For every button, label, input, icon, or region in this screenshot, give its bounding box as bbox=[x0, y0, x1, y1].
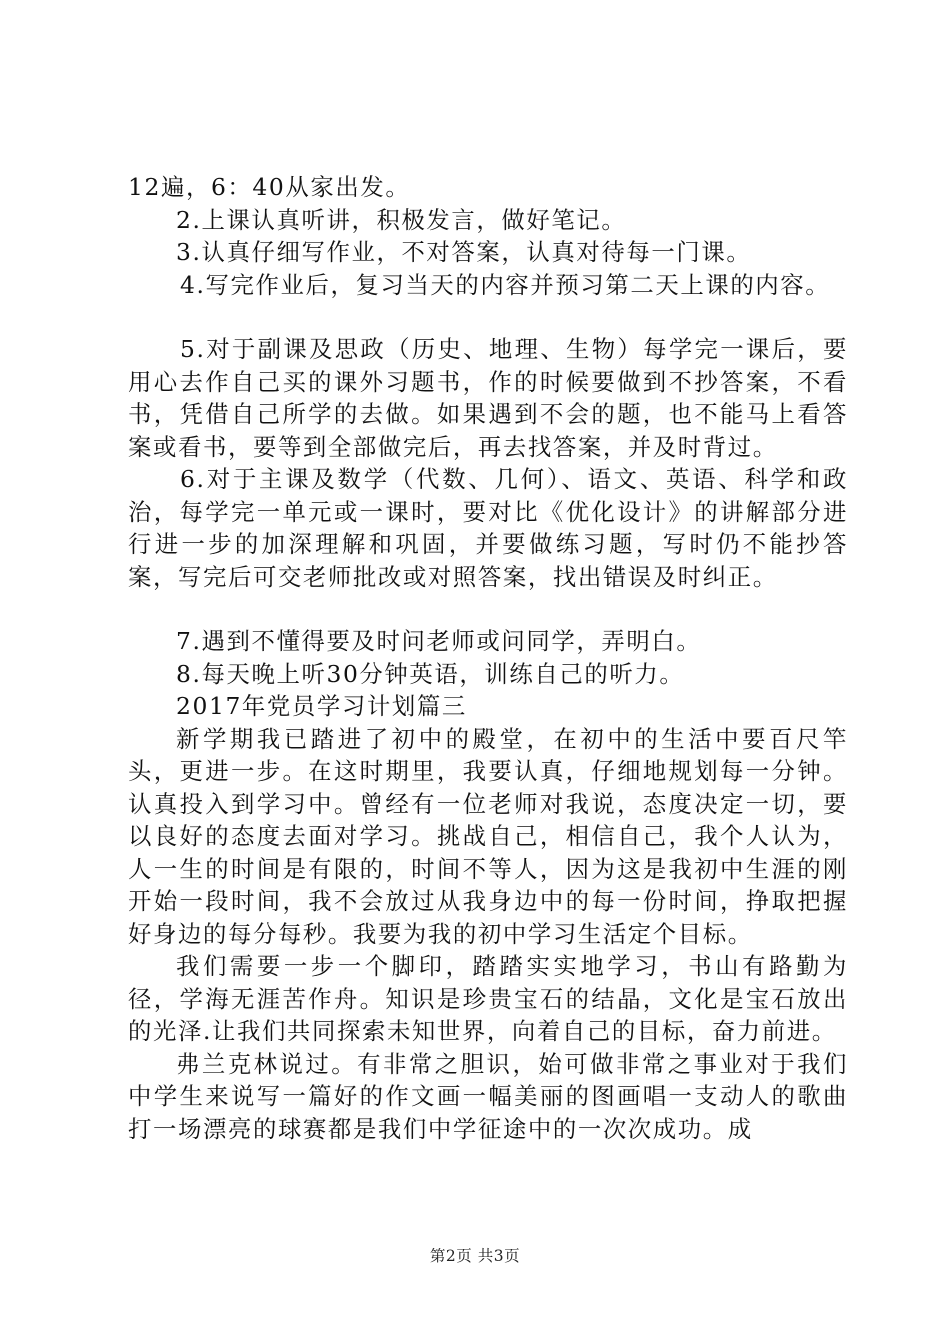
plan-item-7: 7.遇到不懂得要及时问老师或问同学，弄明白。 bbox=[176, 627, 702, 655]
body-paragraph: 弗兰克林说过。有非常之胆识，始可做非常之事业对于我们中学生来说写一篇好的作文画一幅美丽的图画唱一支动人的歌曲打一场漂亮的球赛都是我们中学征途中的一次次成功。成 bbox=[128, 1049, 848, 1143]
plan-item-6: 6.对于主课及数学（代数、几何）、语文、英语、科学和政治，每学完一单元或一课时，要对比《优化设计》的讲解部分进行进一步的加深理解和巩固，并要做练习题，写时仍不能抄答案，写完后可交老师批改或对照答案，找出错误及时纠正。 bbox=[128, 465, 848, 591]
body-paragraph: 新学期我已踏进了初中的殿堂，在初中的生活中要百尺竿头，更进一步。在这时期里，我要认真，仔细地规划每一分钟。认真投入到学习中。曾经有一位老师对我说，态度决定一切，要以良好的态度去面对学习。挑战自己，相信自己，我个人认为，人一生的时间是有限的，时间不等人，因为这是我初中生涯的刚开始一段时间，我不会放过从我身边中的每一份时间，挣取把握好身边的每分每秒。我要为我的初中学习生活定个目标。 bbox=[128, 724, 848, 948]
plan-item-4: 4.写完作业后，复习当天的内容并预习第二天上课的内容。 bbox=[180, 270, 831, 299]
section-heading: 2017年党员学习计划篇三 bbox=[176, 692, 467, 720]
body-paragraph: 我们需要一步一个脚印，踏踏实实地学习，书山有路勤为径，学海无涯苦作舟。知识是珍贵宝石的结晶，文化是宝石放出的光泽.让我们共同探索未知世界，向着自己的目标，奋力前进。 bbox=[128, 952, 848, 1045]
paragraph-continuation: 12遍，6：40从家出发。 bbox=[128, 173, 411, 201]
plan-item-5: 5.对于副课及思政（历史、地理、生物）每学完一课后，要用心去作自己买的课外习题书，作的时候要做到不抄答案，不看书，凭借自己所学的去做。如果遇到不会的题，也不能马上看答案或看书，要等到全部做完后，再去找答案，并及时背过。 bbox=[128, 335, 848, 461]
plan-item-2: 2.上课认真听讲，积极发言，做好笔记。 bbox=[176, 205, 627, 234]
plan-item-8: 8.每天晚上听30分钟英语，训练自己的听力。 bbox=[176, 659, 685, 688]
page-footer: 第2页 共3页 bbox=[429, 1247, 521, 1265]
plan-item-3: 3.认真仔细写作业，不对答案，认真对待每一门课。 bbox=[176, 238, 752, 266]
document-body bbox=[128, 171, 848, 1145]
